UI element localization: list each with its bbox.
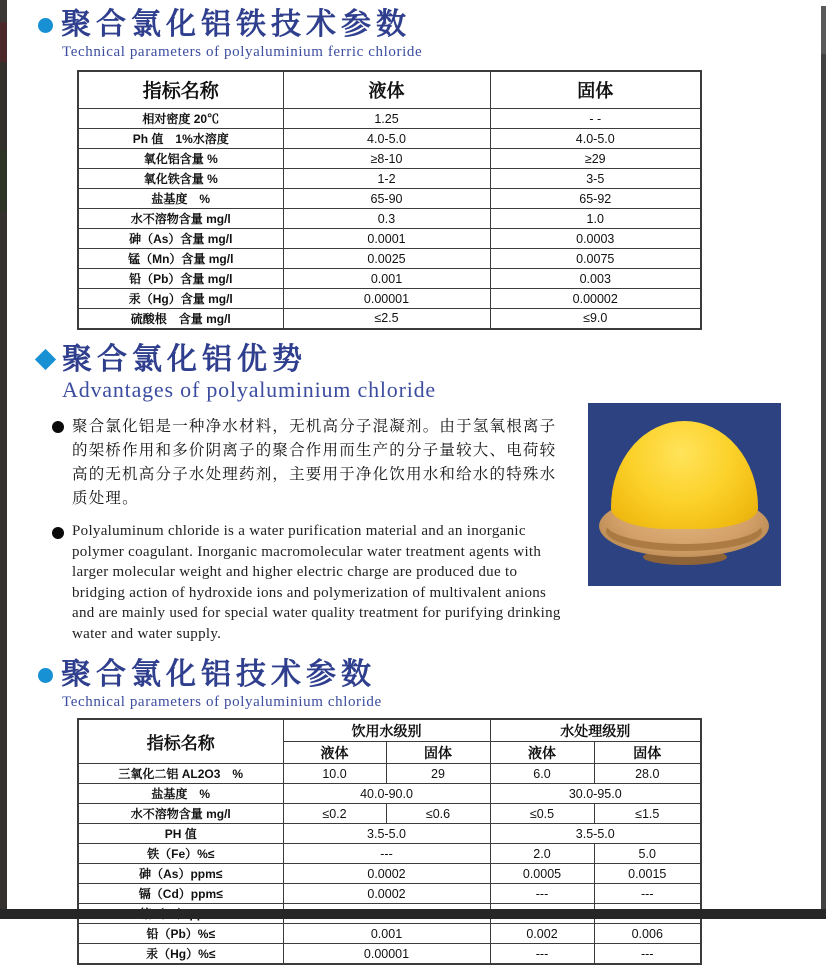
param-value-cell: 0.0005 [490,864,594,884]
param-value-cell: 0.0001 [283,229,490,249]
section1-title-zh: 聚合氯化铝铁技术参数 [61,8,411,41]
param-value-cell: 1.25 [283,109,490,129]
param-value-cell: ≥8-10 [283,149,490,169]
param-name-cell: 三氧化二铝 AL2O3 % [78,764,283,784]
param-value-cell: 0.00001 [283,289,490,309]
param-value-cell: ≤0.5 [490,804,594,824]
table-row [78,149,701,169]
table-row [78,129,701,149]
param-name-cell: 氧化铁含量 % [78,169,283,189]
param-value-cell: 0.0002 [283,864,490,884]
section3-title-zh: 聚合氯化铝技术参数 [61,658,376,692]
param-value-cell: 3-5 [490,169,701,189]
param-name-cell: 铅（Pb）含量 mg/l [78,269,283,289]
column-header: 液体 [283,71,490,109]
border-segment [0,62,7,150]
circle-bullet-icon [38,18,53,33]
param-value-cell: --- [490,944,594,964]
pafc-parameters-table [77,70,702,330]
table-row [78,269,701,289]
param-value-cell: 0.0015 [594,864,701,884]
param-value-cell: 65-90 [283,189,490,209]
diamond-bullet-icon [35,349,56,370]
param-value-cell: 5.0 [594,844,701,864]
param-value-cell: 0.00002 [490,289,701,309]
param-value-cell: 10.0 [283,764,386,784]
param-value-cell: 29 [386,764,490,784]
table-row [78,289,701,309]
param-value-cell: 0.002 [490,924,594,944]
group-header-drinking-water: 饮用水级别 [283,719,490,742]
param-value-cell: 0.00001 [283,944,490,964]
param-value-cell: ≤9.0 [490,309,701,329]
column-header: 指标名称 [78,719,283,764]
sub-header: 固体 [594,742,701,764]
param-value-cell: 2.0 [490,844,594,864]
param-value-cell: 3.5-5.0 [490,824,701,844]
dot-bullet-icon [52,527,64,539]
param-name-cell: 锰（Mn）含量 mg/l [78,249,283,269]
advantages-paragraphs [52,415,572,654]
param-value-cell: ≤0.6 [386,804,490,824]
param-value-cell: 0.0025 [283,249,490,269]
table-row [78,229,701,249]
group-header-water-treatment: 水处理级别 [490,719,701,742]
param-name-cell: PH 值 [78,824,283,844]
paragraph-en-item [52,521,572,644]
section3-subtitle-en: Technical parameters of polyaluminium chloride [62,693,382,710]
param-value-cell: 4.0-5.0 [283,129,490,149]
param-value-cell: 0.0003 [490,229,701,249]
section1-subtitle-en: Technical parameters of polyaluminium ferric chloride [62,43,423,60]
param-value-cell: ≥29 [490,149,701,169]
param-value-cell: 0.003 [490,269,701,289]
page-left-border [0,0,7,919]
dot-bullet-icon [52,421,64,433]
param-value-cell: 30.0-95.0 [490,784,701,804]
table-body [78,764,701,964]
table-row [78,884,701,904]
param-value-cell: ≤2.5 [283,309,490,329]
param-name-cell: 水不溶物含量 mg/l [78,209,283,229]
advantages-paragraph-zh: 聚合氯化铝是一种净水材料，无机高分子混凝剂。由于氢氧根离子的架桥作用和多价阴离子的聚合作用而生产的分子量较大、电荷较高的无机高分子水处理药剂，主要用于净化饮用水和给水的特殊水质处理。 [72,418,557,508]
table-row [78,844,701,864]
border-segment [0,22,7,62]
sub-header: 液体 [283,742,386,764]
param-value-cell: 0.0075 [490,249,701,269]
param-name-cell: 砷（As）含量 mg/l [78,229,283,249]
sub-header: 液体 [490,742,594,764]
param-value-cell: 1.0 [490,209,701,229]
sub-header: 固体 [386,742,490,764]
table-row [78,249,701,269]
param-name-cell: Ph 值 1%水溶度 [78,129,283,149]
param-value-cell: - - [490,109,701,129]
param-name-cell: 砷（As）ppm≤ [78,864,283,884]
pac-parameters-table [77,718,702,965]
param-value-cell: 3.5-5.0 [283,824,490,844]
param-value-cell: ≤0.2 [283,804,386,824]
section3-heading [38,658,826,693]
table-row [78,804,701,824]
page-bottom-bar [0,909,826,919]
param-value-cell: 0.3 [283,209,490,229]
table-row [78,309,701,329]
param-value-cell: 0.001 [283,924,490,944]
border-segment [0,150,7,212]
bowl-rim-shape [606,511,762,551]
param-name-cell: 氧化铝含量 % [78,149,283,169]
param-value-cell: 6.0 [490,764,594,784]
table-row [78,109,701,129]
paragraph-zh-item [52,415,572,511]
border-segment [821,6,826,54]
advantages-paragraph-en: Polyaluminum chloride is a water purification material and an inorganic polymer coagulant. Inorganic macromolecular water treatment agents with larger molecular weight and higher electric charge are produced due to bridging action of hydroxide ions and polymerization of multivalent anions and are mainly used for special water quality treatment for purifying drinking water and water supply. [72,523,561,642]
table-row [78,864,701,884]
param-name-cell: 汞（Hg）%≤ [78,944,283,964]
param-name-cell: 盐基度 % [78,189,283,209]
param-name-cell: 相对密度 20℃ [78,109,283,129]
param-value-cell: 65-92 [490,189,701,209]
param-value-cell: ≤1.5 [594,804,701,824]
column-header: 固体 [490,71,701,109]
table-body [78,109,701,329]
param-name-cell: 镉（Cd）ppm≤ [78,884,283,904]
table-row [78,189,701,209]
param-value-cell: 28.0 [594,764,701,784]
param-value-cell: 1-2 [283,169,490,189]
section2-subtitle-en: Advantages of polyaluminium chloride [62,377,436,402]
advantages-block [52,415,826,654]
circle-bullet-icon [38,668,53,683]
section2-heading [38,343,826,378]
param-value-cell: --- [490,884,594,904]
product-photo-yellow-powder [588,403,781,586]
param-name-cell: 硫酸根 含量 mg/l [78,309,283,329]
table-row [78,784,701,804]
table-row [78,764,701,784]
section-pafc-technical-parameters [7,8,826,330]
param-value-cell: 4.0-5.0 [490,129,701,149]
table-header-row [78,71,701,109]
table-row [78,944,701,964]
section-pac-advantages [7,343,826,655]
param-value-cell: --- [594,944,701,964]
table-row [78,209,701,229]
param-value-cell: 0.006 [594,924,701,944]
table-row [78,924,701,944]
param-name-cell: 铅（Pb）%≤ [78,924,283,944]
section1-heading [38,8,826,43]
table-row [78,824,701,844]
param-value-cell: 40.0-90.0 [283,784,490,804]
param-name-cell: 盐基度 % [78,784,283,804]
border-segment [0,0,7,22]
table-row [78,169,701,189]
page-right-border [821,6,826,919]
param-value-cell: 0.001 [283,269,490,289]
param-name-cell: 水不溶物含量 mg/l [78,804,283,824]
param-value-cell: --- [283,844,490,864]
param-name-cell: 铁（Fe）%≤ [78,844,283,864]
param-value-cell: --- [594,884,701,904]
section2-title-zh: 聚合氯化铝优势 [62,342,307,376]
column-header: 指标名称 [78,71,283,109]
table-group-header-row [78,719,701,742]
param-value-cell: 0.0002 [283,884,490,904]
param-name-cell: 汞（Hg）含量 mg/l [78,289,283,309]
